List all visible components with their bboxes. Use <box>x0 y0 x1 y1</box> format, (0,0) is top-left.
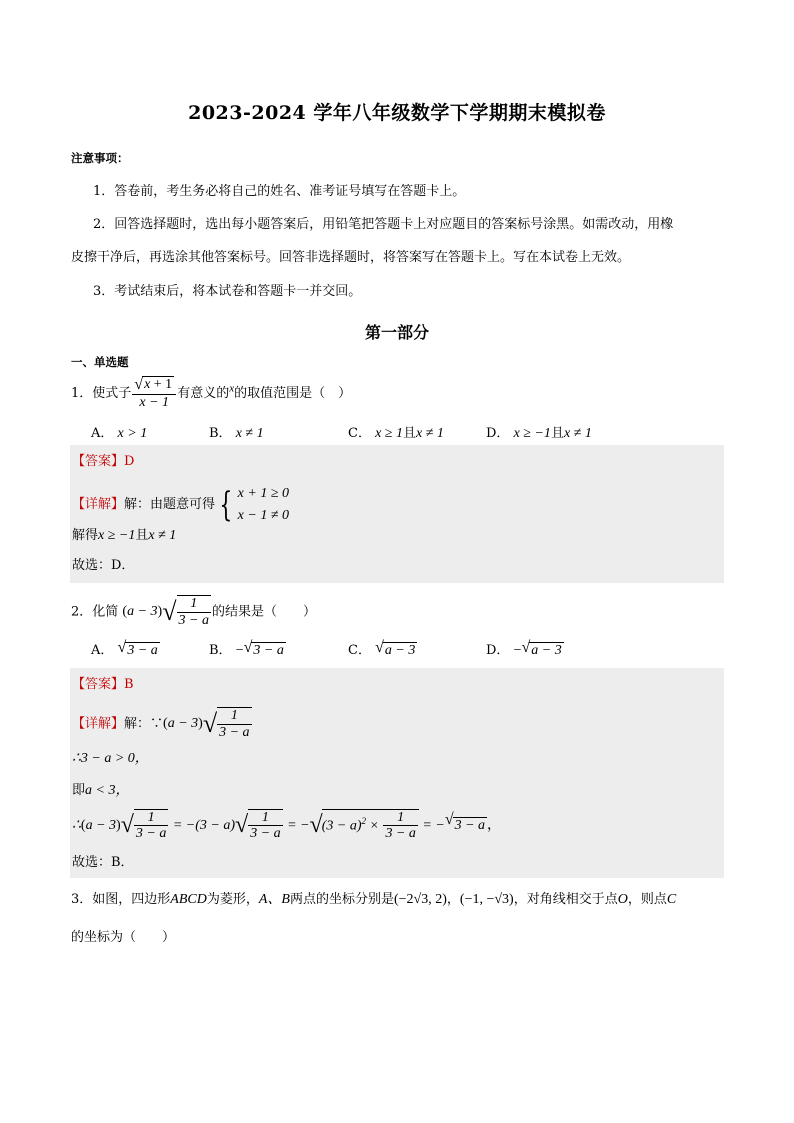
q1-fraction: $\frac{√x + 1}{x - 1}$ <box>132 376 176 411</box>
q1-option-a: A． x > 1 <box>91 426 148 441</box>
q2-choose: 故选：B． <box>72 855 134 870</box>
q2-detail: 【详解】解：∵(a − 3)√ $\frac{1}{3 - a}$ <box>72 708 250 740</box>
q1-option-b: B． x ≠ 1 <box>209 426 264 441</box>
notice-item-2: 2．回答选择题时，选出每小题答案后，用铅笔把答题卡上对应题目的答案标号涂黑。如需改动，用橡 <box>93 217 674 232</box>
question-3: 3．如图，四边形ABCD为菱形，A、B两点的坐标分别是(−2√3, 2)，(−1, −√3)，对角线相交于点O，则点C <box>71 892 677 907</box>
q2-answer-box <box>70 668 724 878</box>
q1-answer-box <box>70 445 724 583</box>
section-heading: 一、单选题 <box>71 355 129 369</box>
q2-line-2: ∴3 − a > 0， <box>72 751 149 766</box>
q1-answer: 【答案】D <box>72 454 135 469</box>
notice-item-3: 3．考试结束后，将本试卷和答题卡一并交回。 <box>93 284 362 299</box>
notice-item-2-cont: 皮擦干净后，再选涂其他答案标号。回答非选择题时，将答案写在答题卡上。写在本试卷上无效。 <box>71 250 631 265</box>
q1-prefix: 1．使式子 <box>71 385 132 401</box>
q2-option-a: A． √3 − a <box>91 639 158 658</box>
q1-var: x <box>229 382 235 395</box>
q1-suffix: 的取值范围是（ ） <box>234 385 352 401</box>
q1-option-c: C． x ≥ 1且x ≠ 1 <box>348 426 444 441</box>
notice-item-1: 1．答卷前，考生务必将自己的姓名、准考证号填写在答题卡上。 <box>93 184 466 199</box>
part-title: 第一部分 <box>364 323 429 342</box>
q1-solve: 解得x ≥ −1且x ≠ 1 <box>72 528 177 543</box>
q1-option-d: D． x ≥ −1且x ≠ 1 <box>486 426 592 441</box>
question-3-line-2: 的坐标为（ ） <box>71 930 176 945</box>
q2-answer: 【答案】B <box>72 677 134 692</box>
page-title: 2023-2024 学年八年级数学下学期期末模拟卷 <box>188 102 606 124</box>
q2-option-b: B． −√3 − a <box>209 639 284 658</box>
question-1 <box>71 376 351 411</box>
q2-derivation: ∴(a − 3)√ $\frac{1}{3 - a}$ = −(3 − a)√ $\frac{1}{3 - a}$ = $-√(3 - a)^2$ × $\frac{1}{3 - a}$ = −√3 − a ， <box>72 810 502 842</box>
q2-option-c: C． √a − 3 <box>348 639 416 658</box>
notice-heading: 注意事项： <box>71 151 129 165</box>
question-2: 2．化简 (a − 3)√ $\frac{1}{3 - a}$ 的结果是（ ） <box>71 596 316 628</box>
q2-expression: (a − 3)√ $\frac{1}{3 - a}$ <box>122 596 209 628</box>
q1-mid: 有意义的 <box>177 385 230 401</box>
q2-line-3: 即a < 3， <box>72 783 130 798</box>
q2-option-d: D． −√a − 3 <box>486 639 562 658</box>
q1-detail: 【详解】解：由题意可得 { x + 1 ≥ 0 x − 1 ≠ 0 <box>72 484 290 525</box>
q1-choose: 故选：D． <box>72 558 135 573</box>
